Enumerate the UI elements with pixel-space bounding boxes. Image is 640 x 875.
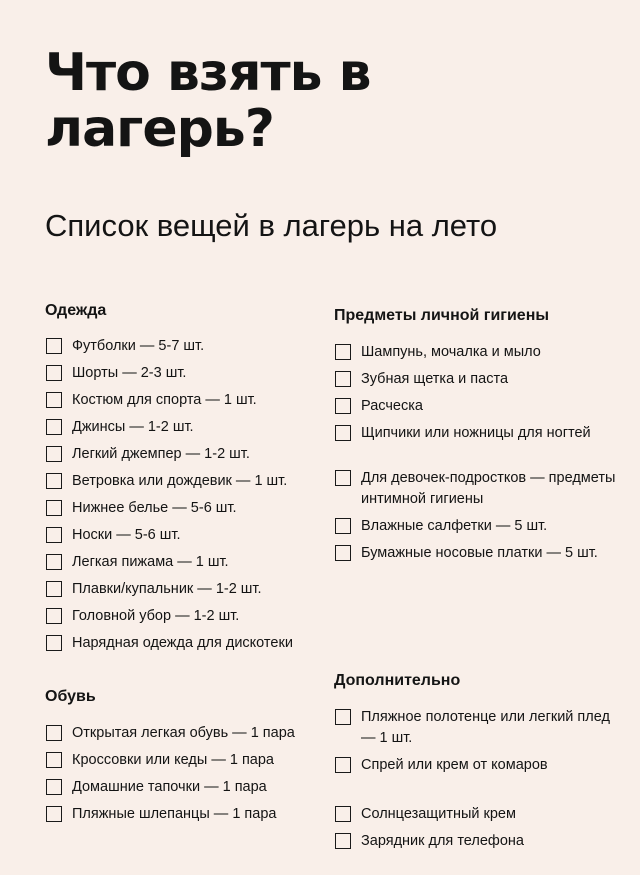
checklist-item-label: Нижнее белье — 5-6 шт. — [72, 500, 237, 516]
checklist-item-label: Влажные салфетки — 5 шт. — [361, 518, 548, 534]
checklist-item[interactable] — [335, 543, 616, 564]
checkbox[interactable] — [46, 365, 62, 381]
checkbox[interactable] — [46, 608, 62, 624]
checklist-item-label: Пляжное полотенце или легкий плед — 1 шт. — [361, 709, 610, 746]
checklist-item[interactable] — [335, 342, 616, 363]
checklist-item[interactable] — [335, 423, 616, 444]
checklist-item-label: Щипчики или ножницы для ногтей — [361, 425, 591, 441]
checklist-item-label: Пляжные шлепанцы — 1 пара — [72, 806, 277, 822]
checklist-item[interactable] — [46, 390, 332, 411]
checklist-item[interactable] — [46, 633, 332, 654]
checklist-item[interactable] — [46, 579, 332, 600]
checklist-item-label: Расческа — [361, 398, 423, 414]
checklist-item-label: Футболки — 5-7 шт. — [72, 338, 205, 354]
checkbox[interactable] — [46, 500, 62, 516]
checkbox[interactable] — [335, 344, 351, 360]
checklist-item[interactable] — [335, 707, 616, 749]
checklist-item[interactable] — [46, 723, 332, 744]
checklist-item-label: Спрей или крем от комаров — [361, 757, 548, 773]
checklist-item[interactable] — [46, 552, 332, 573]
section-title-shoes: Обувь — [45, 688, 96, 705]
checklist-item-label: Легкий джемпер — 1-2 шт. — [72, 446, 250, 462]
checkbox[interactable] — [335, 398, 351, 414]
checkbox[interactable] — [46, 338, 62, 354]
checklist-item[interactable] — [46, 336, 332, 357]
checklist-item[interactable] — [46, 471, 332, 492]
checklist-item[interactable] — [335, 831, 616, 852]
checklist-item-label: Кроссовки или кеды — 1 пара — [72, 752, 274, 768]
checklist-item-label: Зарядник для телефона — [361, 833, 524, 849]
checklist-item-label: Нарядная одежда для дискотеки — [72, 635, 293, 651]
checklist-item[interactable] — [335, 804, 616, 825]
checkbox[interactable] — [335, 371, 351, 387]
checkbox[interactable] — [46, 725, 62, 741]
checklist-item[interactable] — [46, 444, 332, 465]
checklist-item[interactable] — [335, 369, 616, 390]
section-title-clothes: Одежда — [45, 302, 107, 319]
checkbox[interactable] — [46, 527, 62, 543]
checkbox[interactable] — [46, 392, 62, 408]
checklist-item[interactable] — [46, 498, 332, 519]
checkbox[interactable] — [335, 518, 351, 534]
checklist-item-label: Зубная щетка и паста — [361, 371, 509, 387]
checklist-item[interactable] — [335, 516, 616, 537]
checkbox[interactable] — [46, 806, 62, 822]
checklist-item-label: Для девочек-подростков — предметы интимной гигиены — [361, 470, 616, 507]
checklist-item-label: Джинсы — 1-2 шт. — [72, 419, 194, 435]
checkbox[interactable] — [335, 545, 351, 561]
section-title-hygiene: Предметы личной гигиены — [334, 307, 550, 324]
checklist-item[interactable] — [335, 468, 616, 510]
checkbox[interactable] — [335, 806, 351, 822]
checklist-item[interactable] — [46, 777, 332, 798]
page-title — [45, 45, 371, 157]
checkbox[interactable] — [46, 446, 62, 462]
checkbox[interactable] — [46, 554, 62, 570]
title-line-1: Что взять в — [45, 43, 371, 103]
checklist-item-label: Открытая легкая обувь — 1 пара — [72, 725, 295, 741]
checklist-item[interactable] — [46, 804, 332, 825]
section-title-extra: Дополнительно — [334, 672, 461, 689]
checklist-item-label: Легкая пижама — 1 шт. — [72, 554, 229, 570]
checkbox[interactable] — [46, 473, 62, 489]
checklist-item-label: Бумажные носовые платки — 5 шт. — [361, 545, 598, 561]
title-line-2: лагерь? — [45, 99, 274, 159]
checklist-item[interactable] — [46, 525, 332, 546]
checklist-item[interactable] — [46, 363, 332, 384]
checklist-item-label: Плавки/купальник — 1-2 шт. — [72, 581, 262, 597]
checklist-item-label: Солнцезащитный крем — [361, 806, 516, 822]
checklist-item[interactable] — [335, 396, 616, 417]
checklist-item[interactable] — [335, 755, 616, 776]
checkbox[interactable] — [46, 635, 62, 651]
checkbox[interactable] — [46, 419, 62, 435]
checkbox[interactable] — [335, 833, 351, 849]
checklist-item[interactable] — [46, 417, 332, 438]
checklist-item[interactable] — [46, 750, 332, 771]
checkbox[interactable] — [46, 581, 62, 597]
page-subtitle: Список вещей в лагерь на лето — [45, 208, 498, 243]
checkbox[interactable] — [46, 752, 62, 768]
checklist-item-label: Носки — 5-6 шт. — [72, 527, 181, 543]
checkbox[interactable] — [335, 470, 351, 486]
checklist-item[interactable] — [46, 606, 332, 627]
checklist-item-label: Головной убор — 1-2 шт. — [72, 608, 240, 624]
checklist-item-label: Шорты — 2-3 шт. — [72, 365, 187, 381]
checkbox[interactable] — [335, 425, 351, 441]
checkbox[interactable] — [46, 779, 62, 795]
checklist-item-label: Шампунь, мочалка и мыло — [361, 344, 541, 360]
checklist-item-label: Домашние тапочки — 1 пара — [72, 779, 267, 795]
checkbox[interactable] — [335, 757, 351, 773]
checkbox[interactable] — [335, 709, 351, 725]
checklist-item-label: Ветровка или дождевик — 1 шт. — [72, 473, 288, 489]
checklist-item-label: Костюм для спорта — 1 шт. — [72, 392, 257, 408]
